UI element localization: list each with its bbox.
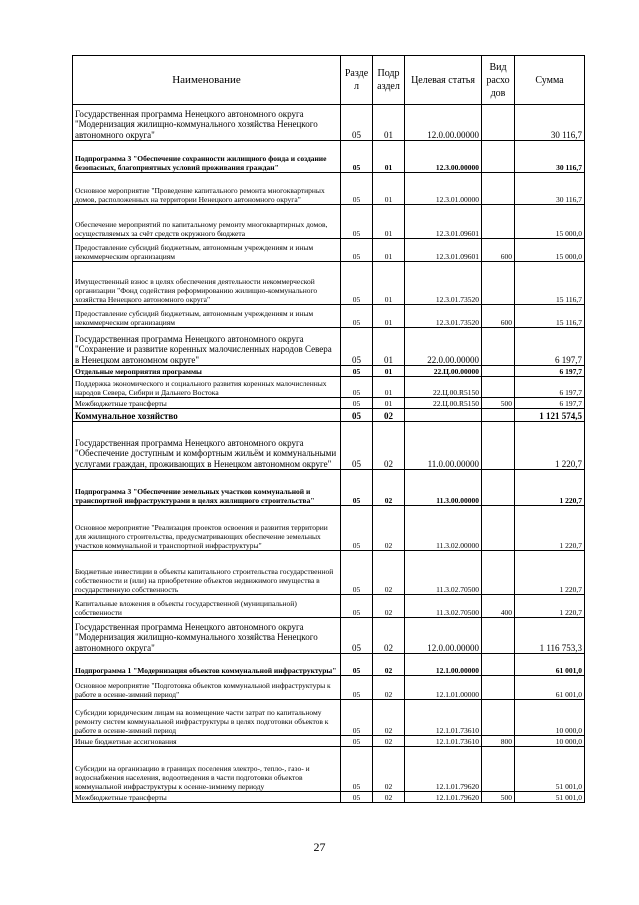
row-section-cell: 05 bbox=[341, 470, 373, 506]
row-expense-type-cell: 500 bbox=[482, 398, 515, 409]
row-amount-cell: 1 116 753,3 bbox=[515, 618, 585, 654]
row-name-cell: Государственная программа Ненецкого автономного округа "Сохранение и развитие коренных малочисленных народов Севера в Ненецком автономном округе" bbox=[73, 328, 341, 366]
table-row bbox=[73, 398, 585, 409]
row-section-cell: 05 bbox=[341, 305, 373, 328]
row-expense-type-cell: 600 bbox=[482, 305, 515, 328]
row-expense-type-cell bbox=[482, 366, 515, 377]
table-row bbox=[73, 105, 585, 141]
row-target-article-cell bbox=[405, 409, 482, 422]
row-name-cell: Государственная программа Ненецкого автономного округа "Модернизация жилищно-коммунального хозяйства Ненецкого автономного округа" bbox=[73, 618, 341, 654]
row-amount-cell: 51 001,0 bbox=[515, 747, 585, 792]
table-row bbox=[73, 506, 585, 551]
row-target-article-cell: 11.3.00.00000 bbox=[405, 470, 482, 506]
row-amount-cell: 6 197,7 bbox=[515, 377, 585, 398]
row-amount-cell: 1 220,7 bbox=[515, 422, 585, 470]
row-amount-cell: 6 197,7 bbox=[515, 366, 585, 377]
row-subsection-cell: 02 bbox=[373, 792, 405, 803]
table-row bbox=[73, 409, 585, 422]
row-subsection-cell: 01 bbox=[373, 398, 405, 409]
row-target-article-cell: 11.3.02.70500 bbox=[405, 595, 482, 618]
row-expense-type-cell bbox=[482, 105, 515, 141]
row-amount-cell: 61 001,0 bbox=[515, 676, 585, 700]
row-section-cell: 05 bbox=[341, 422, 373, 470]
row-name-cell: Межбюджетные трансферты bbox=[73, 792, 341, 803]
row-name-cell: Отдельные мероприятия программы bbox=[73, 366, 341, 377]
row-subsection-cell: 02 bbox=[373, 654, 405, 676]
row-subsection-cell: 02 bbox=[373, 700, 405, 736]
row-target-article-cell: 12.3.01.09601 bbox=[405, 239, 482, 262]
row-expense-type-cell bbox=[482, 747, 515, 792]
row-name-cell: Подпрограмма 3 "Обеспечение земельных участков коммунальной и транспортной инфраструктурами в целях жилищного строительства" bbox=[73, 470, 341, 506]
row-target-article-cell: 22.Ц.00.00000 bbox=[405, 366, 482, 377]
table-row bbox=[73, 470, 585, 506]
row-amount-cell: 1 220,7 bbox=[515, 551, 585, 595]
row-name-cell: Государственная программа Ненецкого автономного округа "Модернизация жилищно-коммунального хозяйства Ненецкого автономного округа" bbox=[73, 105, 341, 141]
row-amount-cell: 15 000,0 bbox=[515, 239, 585, 262]
row-expense-type-cell: 500 bbox=[482, 792, 515, 803]
row-subsection-cell: 01 bbox=[373, 173, 405, 205]
row-name-cell: Основное мероприятие "Реализация проектов освоения и развития территории для жилищного строительства, предусматривающих обеспечение земельных участков коммунальной и транспортной инфраструктуры" bbox=[73, 506, 341, 551]
row-subsection-cell: 01 bbox=[373, 305, 405, 328]
row-name-cell: Капитальные вложения в объекты государственной (муниципальной) собственности bbox=[73, 595, 341, 618]
table-row bbox=[73, 792, 585, 803]
table-header-row bbox=[73, 56, 585, 105]
row-amount-cell: 15 116,7 bbox=[515, 262, 585, 305]
header-name: Наименование bbox=[73, 56, 341, 105]
table-row bbox=[73, 173, 585, 205]
row-subsection-cell: 02 bbox=[373, 409, 405, 422]
table-row bbox=[73, 595, 585, 618]
row-expense-type-cell bbox=[482, 377, 515, 398]
table-row bbox=[73, 422, 585, 470]
row-name-cell: Подпрограмма 3 "Обеспечение сохранности жилищного фонда и создание безопасных, благоприятных условий проживания граждан" bbox=[73, 141, 341, 173]
row-expense-type-cell bbox=[482, 506, 515, 551]
header-target-article: Целевая статья bbox=[405, 56, 482, 105]
row-name-cell: Обеспечение мероприятий по капитальному ремонту многоквартирных домов, осуществляемых за счёт средств окружного бюджета bbox=[73, 205, 341, 239]
row-name-cell: Бюджетные инвестиции в объекты капитального строительства государственной собственности и (или) на приобретение объектов недвижимого имущества в государственную собственность bbox=[73, 551, 341, 595]
row-amount-cell: 6 197,7 bbox=[515, 398, 585, 409]
row-amount-cell: 1 220,7 bbox=[515, 506, 585, 551]
row-section-cell: 05 bbox=[341, 173, 373, 205]
row-target-article-cell: 11.0.00.00000 bbox=[405, 422, 482, 470]
row-name-cell: Субсидии юридическим лицам на возмещение части затрат по капитальному ремонту систем коммунальной инфраструктуры в целях подготовки объектов к работе в осенне-зимний период bbox=[73, 700, 341, 736]
row-subsection-cell: 02 bbox=[373, 595, 405, 618]
row-amount-cell: 1 220,7 bbox=[515, 595, 585, 618]
table-body bbox=[73, 105, 585, 803]
row-subsection-cell: 02 bbox=[373, 676, 405, 700]
row-amount-cell: 51 001,0 bbox=[515, 792, 585, 803]
row-name-cell: Основное мероприятие "Проведение капитального ремонта многоквартирных домов, расположенных на территории Ненецкого автономного округа" bbox=[73, 173, 341, 205]
row-subsection-cell: 01 bbox=[373, 366, 405, 377]
row-subsection-cell: 02 bbox=[373, 736, 405, 747]
row-subsection-cell: 01 bbox=[373, 141, 405, 173]
row-amount-cell: 30 116,7 bbox=[515, 105, 585, 141]
row-section-cell: 05 bbox=[341, 700, 373, 736]
row-amount-cell: 10 000,0 bbox=[515, 700, 585, 736]
row-expense-type-cell bbox=[482, 676, 515, 700]
table-row bbox=[73, 736, 585, 747]
row-target-article-cell: 12.1.01.00000 bbox=[405, 676, 482, 700]
row-expense-type-cell bbox=[482, 205, 515, 239]
row-target-article-cell: 22.Ц.00.R5150 bbox=[405, 398, 482, 409]
row-target-article-cell: 12.3.00.00000 bbox=[405, 141, 482, 173]
row-section-cell: 05 bbox=[341, 141, 373, 173]
row-name-cell: Субсидии на организацию в границах поселения электро-, тепло-, газо- и водоснабжения населения, водоотведения в части подготовки объектов коммунальной инфраструктуры к осенне-зимнему периоду bbox=[73, 747, 341, 792]
row-expense-type-cell bbox=[482, 328, 515, 366]
row-subsection-cell: 01 bbox=[373, 239, 405, 262]
table-row bbox=[73, 328, 585, 366]
row-expense-type-cell: 400 bbox=[482, 595, 515, 618]
row-section-cell: 05 bbox=[341, 595, 373, 618]
header-amount: Сумма bbox=[515, 56, 585, 105]
row-section-cell: 05 bbox=[341, 239, 373, 262]
row-target-article-cell: 11.3.02.00000 bbox=[405, 506, 482, 551]
row-amount-cell: 10 000,0 bbox=[515, 736, 585, 747]
row-amount-cell: 30 116,7 bbox=[515, 173, 585, 205]
row-subsection-cell: 01 bbox=[373, 328, 405, 366]
row-section-cell: 05 bbox=[341, 747, 373, 792]
table-row bbox=[73, 239, 585, 262]
row-target-article-cell: 12.3.01.09601 bbox=[405, 205, 482, 239]
page-number: 27 bbox=[313, 840, 326, 854]
row-amount-cell: 1 121 574,5 bbox=[515, 409, 585, 422]
row-target-article-cell: 12.3.01.73520 bbox=[405, 305, 482, 328]
row-target-article-cell: 12.3.01.00000 bbox=[405, 173, 482, 205]
row-section-cell: 05 bbox=[341, 736, 373, 747]
row-section-cell: 05 bbox=[341, 262, 373, 305]
table-row bbox=[73, 618, 585, 654]
table-row bbox=[73, 551, 585, 595]
row-subsection-cell: 01 bbox=[373, 377, 405, 398]
row-section-cell: 05 bbox=[341, 377, 373, 398]
row-amount-cell: 15 000,0 bbox=[515, 205, 585, 239]
row-expense-type-cell: 600 bbox=[482, 239, 515, 262]
table-row bbox=[73, 654, 585, 676]
row-expense-type-cell bbox=[482, 700, 515, 736]
row-name-cell: Межбюджетные трансферты bbox=[73, 398, 341, 409]
row-expense-type-cell bbox=[482, 551, 515, 595]
row-expense-type-cell bbox=[482, 618, 515, 654]
row-expense-type-cell bbox=[482, 262, 515, 305]
table-row bbox=[73, 747, 585, 792]
row-target-article-cell: 12.1.01.73610 bbox=[405, 736, 482, 747]
row-name-cell: Иные бюджетные ассигнования bbox=[73, 736, 341, 747]
row-amount-cell: 1 220,7 bbox=[515, 470, 585, 506]
row-section-cell: 05 bbox=[341, 409, 373, 422]
table-row bbox=[73, 366, 585, 377]
header-expense-type: Вид расхо дов bbox=[482, 56, 515, 105]
row-name-cell: Предоставление субсидий бюджетным, автономным учреждениям и иным некоммерческим организациям bbox=[73, 305, 341, 328]
row-section-cell: 05 bbox=[341, 328, 373, 366]
row-section-cell: 05 bbox=[341, 676, 373, 700]
row-amount-cell: 61 001,0 bbox=[515, 654, 585, 676]
row-section-cell: 05 bbox=[341, 506, 373, 551]
row-amount-cell: 30 116,7 bbox=[515, 141, 585, 173]
row-expense-type-cell bbox=[482, 470, 515, 506]
row-target-article-cell: 22.0.00.00000 bbox=[405, 328, 482, 366]
row-name-cell: Государственная программа Ненецкого автономного округа "Обеспечение доступным и комфортным жильём и коммунальными услугами граждан, проживающих в Ненецком автономном округе" bbox=[73, 422, 341, 470]
row-subsection-cell: 01 bbox=[373, 205, 405, 239]
row-section-cell: 05 bbox=[341, 398, 373, 409]
row-section-cell: 05 bbox=[341, 792, 373, 803]
row-name-cell: Предоставление субсидий бюджетным, автономным учреждениям и иным некоммерческим организациям bbox=[73, 239, 341, 262]
row-expense-type-cell bbox=[482, 422, 515, 470]
header-subsection: Подр аздел bbox=[373, 56, 405, 105]
row-section-cell: 05 bbox=[341, 366, 373, 377]
row-name-cell: Поддержка экономического и социального развития коренных малочисленных народов Севера, Сибири и Дальнего Востока bbox=[73, 377, 341, 398]
table-row bbox=[73, 305, 585, 328]
row-subsection-cell: 02 bbox=[373, 551, 405, 595]
row-section-cell: 05 bbox=[341, 618, 373, 654]
row-name-cell: Основное мероприятие "Подготовка объектов коммунальной инфраструктуры к работе в осенне-зимний период" bbox=[73, 676, 341, 700]
row-target-article-cell: 12.0.00.00000 bbox=[405, 105, 482, 141]
row-subsection-cell: 02 bbox=[373, 470, 405, 506]
row-subsection-cell: 02 bbox=[373, 618, 405, 654]
row-expense-type-cell bbox=[482, 173, 515, 205]
table-row bbox=[73, 377, 585, 398]
row-amount-cell: 15 116,7 bbox=[515, 305, 585, 328]
row-target-article-cell: 12.0.00.00000 bbox=[405, 618, 482, 654]
row-expense-type-cell bbox=[482, 409, 515, 422]
row-subsection-cell: 02 bbox=[373, 506, 405, 551]
row-subsection-cell: 02 bbox=[373, 422, 405, 470]
row-target-article-cell: 12.1.01.79620 bbox=[405, 747, 482, 792]
table-row bbox=[73, 141, 585, 173]
table-row bbox=[73, 262, 585, 305]
row-section-cell: 05 bbox=[341, 654, 373, 676]
header-section: Разде л bbox=[341, 56, 373, 105]
row-target-article-cell: 12.1.01.79620 bbox=[405, 792, 482, 803]
budget-table bbox=[72, 55, 585, 803]
row-expense-type-cell bbox=[482, 654, 515, 676]
row-expense-type-cell bbox=[482, 141, 515, 173]
row-subsection-cell: 02 bbox=[373, 747, 405, 792]
row-subsection-cell: 01 bbox=[373, 262, 405, 305]
row-name-cell: Подпрограмма 1 "Модернизация объектов коммунальной инфраструктуры" bbox=[73, 654, 341, 676]
row-name-cell: Имущественный взнос в целях обеспечения деятельности некоммерческой организации "Фонд содействия реформированию жилищно-коммунального хозяйства Ненецкого автономного округа" bbox=[73, 262, 341, 305]
row-target-article-cell: 11.3.02.70500 bbox=[405, 551, 482, 595]
row-expense-type-cell: 800 bbox=[482, 736, 515, 747]
row-name-cell: Коммунальное хозяйство bbox=[73, 409, 341, 422]
row-section-cell: 05 bbox=[341, 205, 373, 239]
row-section-cell: 05 bbox=[341, 105, 373, 141]
row-subsection-cell: 01 bbox=[373, 105, 405, 141]
row-amount-cell: 6 197,7 bbox=[515, 328, 585, 366]
row-target-article-cell: 12.1.00.00000 bbox=[405, 654, 482, 676]
table-row bbox=[73, 700, 585, 736]
table-row bbox=[73, 676, 585, 700]
row-target-article-cell: 12.1.01.73610 bbox=[405, 700, 482, 736]
table-row bbox=[73, 205, 585, 239]
row-target-article-cell: 12.3.01.73520 bbox=[405, 262, 482, 305]
row-target-article-cell: 22.Ц.00.R5150 bbox=[405, 377, 482, 398]
row-section-cell: 05 bbox=[341, 551, 373, 595]
